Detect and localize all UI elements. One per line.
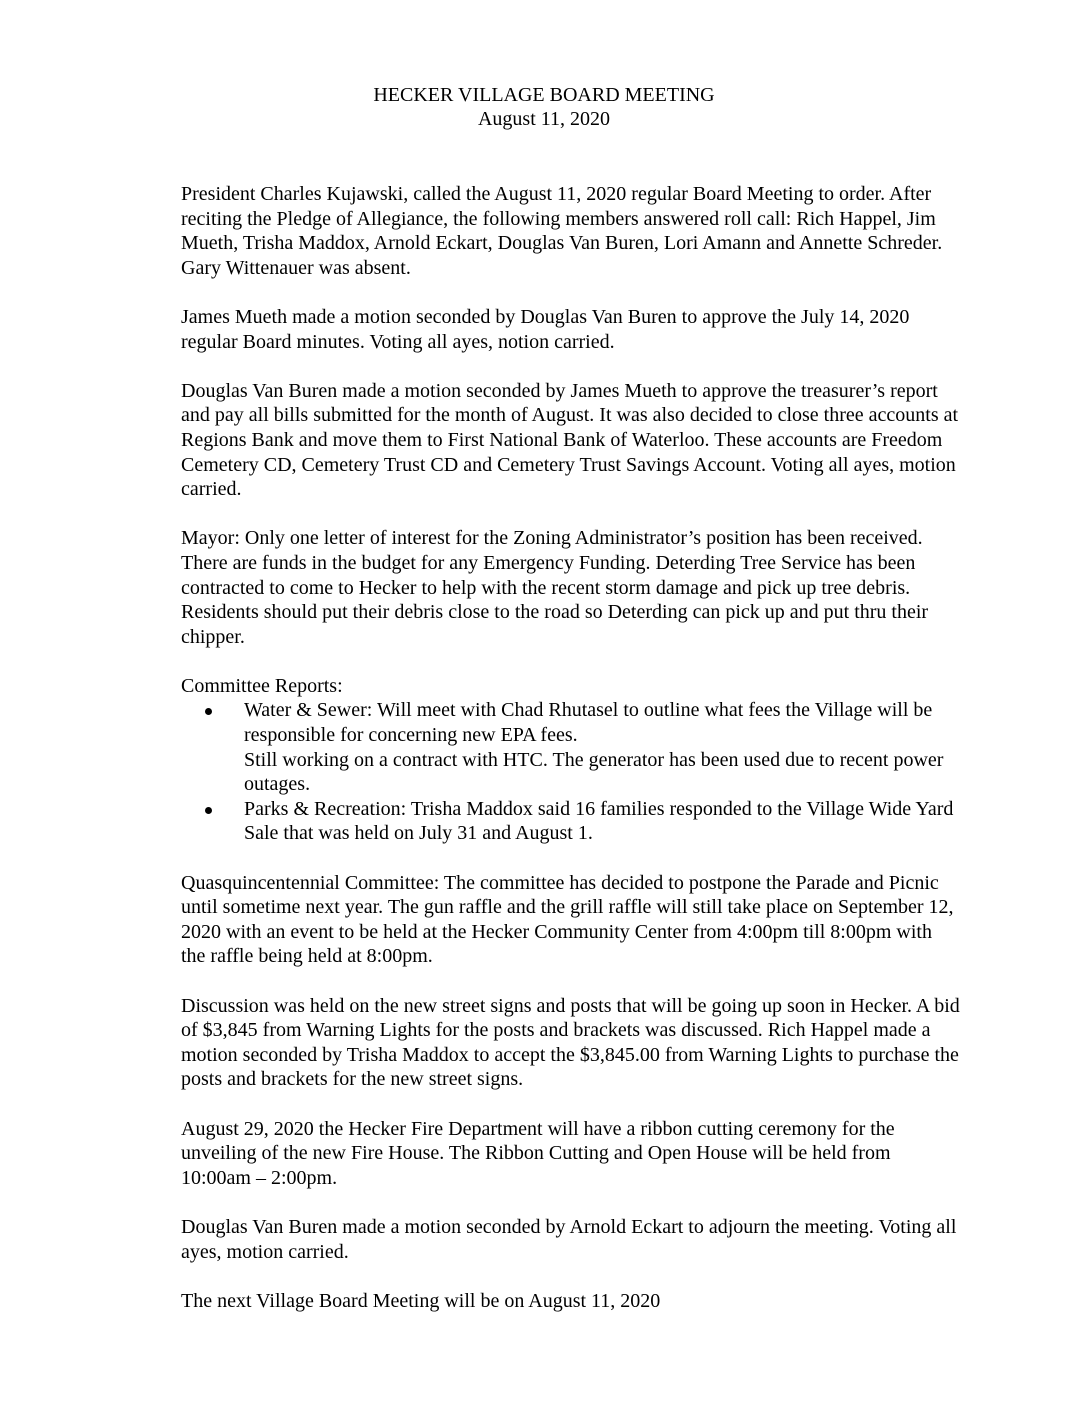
bullet-icon xyxy=(205,807,212,814)
paragraph-minutes-approval: James Mueth made a motion seconded by Douglas Van Buren to approve the July 14, 2020 regular Board minutes. Voting all ayes, notion carried. xyxy=(181,305,910,353)
committee-reports-label: Committee Reports: xyxy=(181,674,343,697)
paragraph-mayor-letter: Mayor: Only one letter of interest for the Zoning Administrator’s position has been received. xyxy=(181,527,923,550)
paragraph-adjourn: Douglas Van Buren made a motion seconded by Arnold Eckart to adjourn the meeting. Voting all ayes, motion carried. xyxy=(181,1215,957,1263)
water-sewer-report: Water & Sewer: Will meet with Chad Rhutasel to outline what fees the Village will be responsible for concerning new EPA fees. xyxy=(244,699,933,747)
minutes-body xyxy=(181,182,961,1313)
meeting-date: August 11, 2020 xyxy=(477,108,611,130)
water-sewer-contract: Still working on a contract with HTC. The generator has been used due to recent power outages. xyxy=(244,748,944,796)
document-title: HECKER VILLAGE BOARD MEETING xyxy=(373,84,715,106)
paragraph-mayor-funding: There are funds in the budget for any Emergency Funding. Deterding Tree Service has been contracted to come to Hecker to help with the recent storm damage and pick up tree debris. Residents should put their debris close to the road so Deterding can pick up and put thru their chipper. xyxy=(181,551,929,648)
paragraph-treasurer-report: Douglas Van Buren made a motion seconded by James Mueth to approve the treasurer’s report and pay all bills submitted for the month of August. It was also decided to close three accounts at Regions Bank and move them to First National Bank of Waterloo. These accounts are Freedom Cemetery CD, Cemetery Trust CD and Cemetery Trust Savings Account. Voting all ayes, motion carried. xyxy=(181,379,959,501)
paragraph-street-signs: Discussion was held on the new street signs and posts that will be going up soon in Hecker. A bid of $3,845 from Warning Lights for the posts and brackets was discussed. Rich Happel made a motion seconded by Trisha Maddox to accept the $3,845.00 from Warning Lights to purchase the posts and brackets for the new street signs. xyxy=(181,994,960,1091)
committee-reports-list xyxy=(181,698,961,846)
paragraph-quasquicentennial: Quasquincentennial Committee: The committee has decided to postpone the Parade and Picnic until sometime next year. The gun raffle and the grill raffle will still take place on September 12, 2020 with an event to be held at the Hecker Community Center from 4:00pm till 8:00pm with the raffle being held at 8:00pm. xyxy=(181,871,954,968)
paragraph-fire-house: August 29, 2020 the Hecker Fire Department will have a ribbon cutting ceremony for the unveiling of the new Fire House. The Ribbon Cutting and Open House will be held from 10:00am – 2:00pm. xyxy=(181,1117,895,1189)
list-item xyxy=(181,797,961,846)
paragraph-next-meeting: The next Village Board Meeting will be on August 11, 2020 xyxy=(181,1289,661,1312)
bullet-icon xyxy=(205,708,212,715)
parks-recreation-report: Parks & Recreation: Trisha Maddox said 16 families responded to the Village Wide Yard Sale that was held on July 31 and August 1. xyxy=(244,797,954,845)
list-item xyxy=(181,698,961,796)
paragraph-call-to-order: President Charles Kujawski, called the August 11, 2020 regular Board Meeting to order. After reciting the Pledge of Allegiance, the following members answered roll call: Rich Happel, Jim Mueth, Trisha Maddox, Arnold Eckart, Douglas Van Buren, Lori Amann and Annette Schreder. Gary Wittenauer was absent. xyxy=(181,183,943,279)
